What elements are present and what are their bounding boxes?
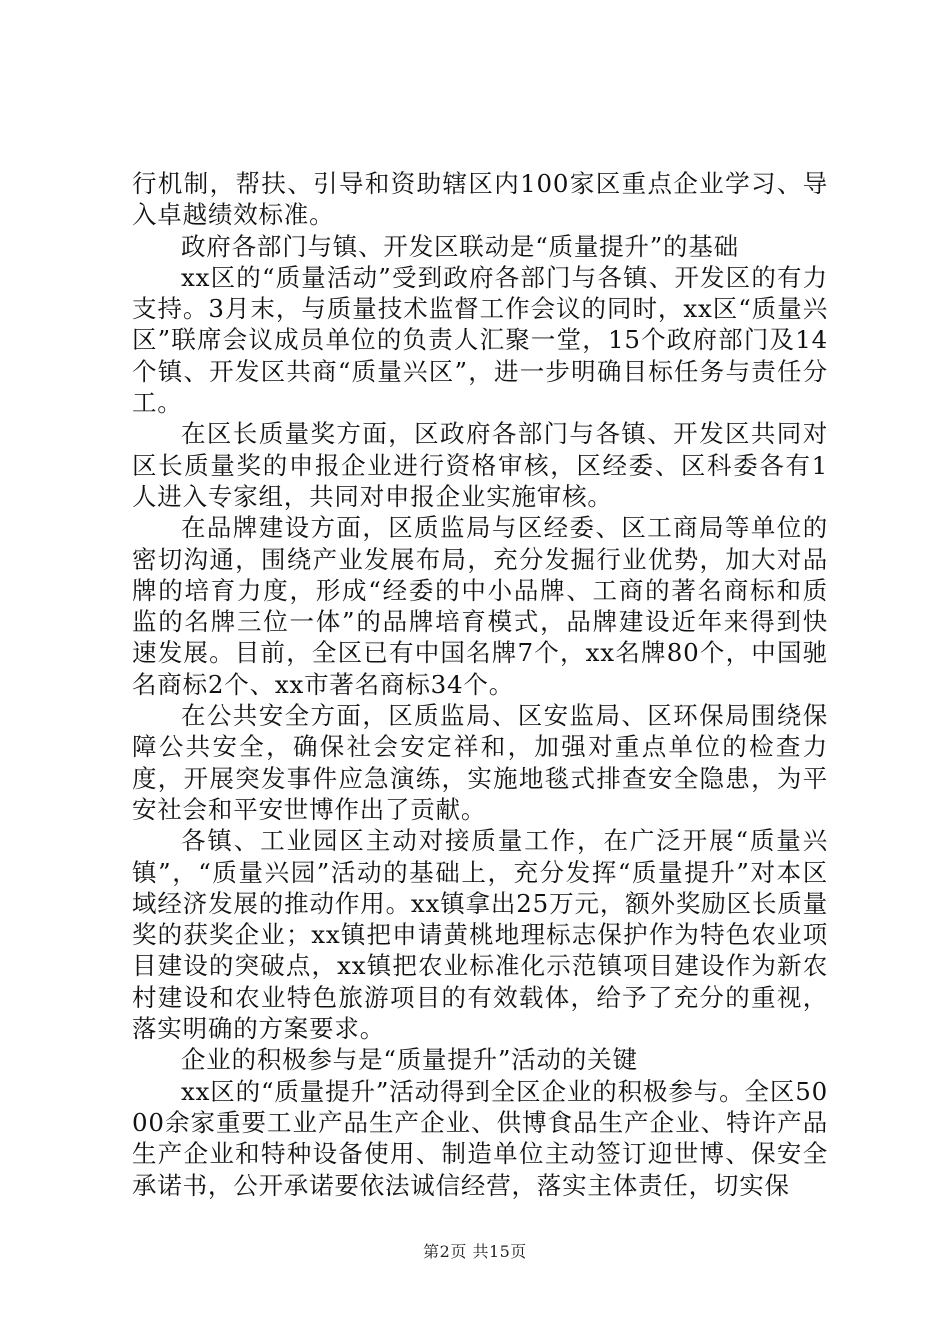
- paragraph-brand-building: 在品牌建设方面，区质监局与区经委、区工商局等单位的密切沟通，围绕产业发展布局，充分发掘行业优势，加大对品牌的培育力度，形成“经委的中小品牌、工商的著名商标和质监的名牌三位一体”的品牌培育模式，品牌建设近年来得到快速发展。目前，全区已有中国名牌7个，xx名牌80个，中国驰名商标2个、xx市著名商标34个。: [132, 513, 828, 699]
- paragraph-mayor-quality-award: 在区长质量奖方面，区政府各部门与各镇、开发区共同对区长质量奖的申报企业进行资格审核，区经委、区科委各有1人进入专家组，共同对申报企业实施审核。: [132, 419, 828, 511]
- section-heading-government-linkage: 政府各部门与镇、开发区联动是“质量提升”的基础: [181, 231, 739, 261]
- paragraph-public-safety: 在公共安全方面，区质监局、区安监局、区环保局围绕保障公共安全，确保社会安定祥和，加强对重点单位的检查力度，开展突发事件应急演练，实施地毯式排查安全隐患，为平安社会和平安世博作出了贡献。: [132, 701, 828, 824]
- paragraph-towns-industrial-parks: 各镇、工业园区主动对接质量工作，在广泛开展“质量兴镇”，“质量兴园”活动的基础上，充分发挥“质量提升”对本区域经济发展的推动作用。xx镇拿出25万元，额外奖励区长质量奖的获奖企业；xx镇把申请黄桃地理标志保护作为特色农业项目建设的突破点，xx镇把农业标准化示范镇项目建设作为新农村建设和农业特色旅游项目的有效载体，给予了充分的重视，落实明确的方案要求。: [132, 826, 828, 1044]
- paragraph-continuation: 行机制，帮扶、引导和资助辖区内100家区重点企业学习、导入卓越绩效标准。: [132, 169, 828, 230]
- paragraph-enterprise-commitment: xx区的“质量提升”活动得到全区企业的积极参与。全区5000余家重要工业产品生产企业、供博食品生产企业、特许产品生产企业和特种设备使用、制造单位主动签订迎世博、保安全承诺书，公开承诺要依法诚信经营，落实主体责任，切实保: [132, 1076, 828, 1200]
- section-heading-enterprise-participation: 企业的积极参与是“质量提升”活动的关键: [181, 1045, 638, 1075]
- page-footer: 第2页 共15页: [423, 1242, 527, 1261]
- document-body: [132, 168, 828, 1201]
- paragraph-quality-activity-support: xx区的“质量活动”受到政府各部门与各镇、开发区的有力支持。3月末，与质量技术监督工作会议的同时，xx区“质量兴区”联席会议成员单位的负责人汇聚一堂，15个政府部门及14个镇、开发区共商“质量兴区”，进一步明确目标任务与责任分工。: [132, 262, 828, 418]
